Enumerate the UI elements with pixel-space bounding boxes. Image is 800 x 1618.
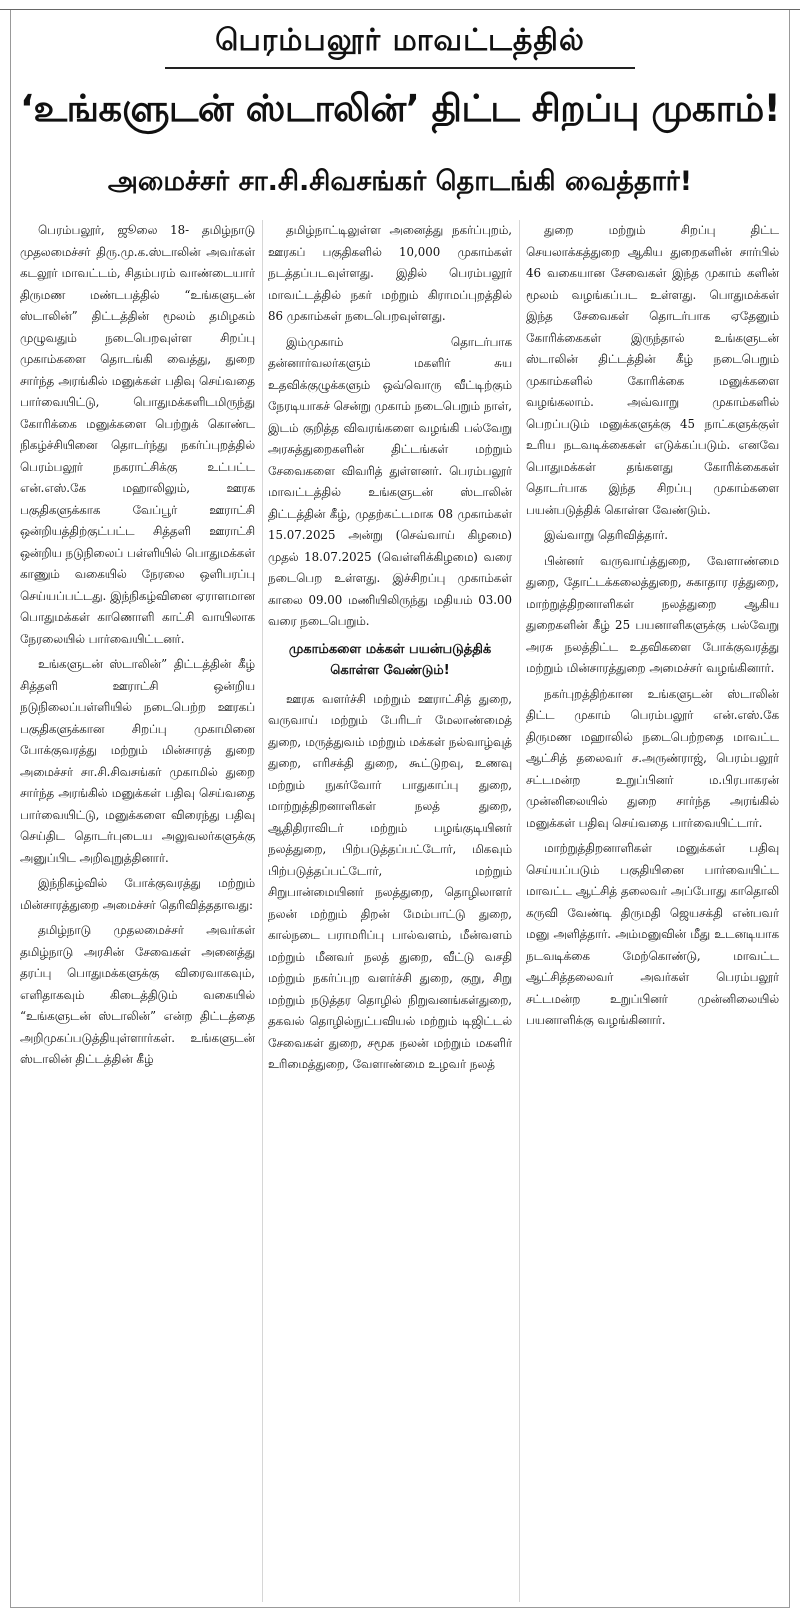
paragraph: மாற்றுத்திறனாளிகள் மனுக்கள் பதிவு செய்யப்படும் பகுதியினை பார்வையிட்ட மாவட்ட ஆட்சித் தலைவர் அப்போது காதொலி கருவி வேண்டி திருமதி ஜெயசக்தி என்பவர் மனு அளித்தார். அம்மனுவின் மீது உடனடியாக நடவடிக்கை மேற்கொண்டு, மாவட்ட ஆட்சித்தலைவர் அவர்கள் பெரம்பலூர் சட்டமன்ற உறுப்பினர் முன்னிலையில் பயனாளிக்கு வழங்கினார். (526, 841, 779, 1027)
paragraph: தமிழ்நாடு முதலமைச்சர் அவர்கள் தமிழ்நாடு அரசின் சேவைகள் அனைத்து தரப்பு பொதுமக்களுக்கு விரைவாகவும், எளிதாகவும் கிடைத்திடும் வகையில் “உங்களுடன் ஸ்டாலின்” என்ற திட்டத்தை அறிமுகப்படுத்தியுள்ளார்கள். உங்களுடன் ஸ்டாலின் திட்டத்தின் கீழ் (20, 923, 255, 1066)
kicker-divider (165, 67, 635, 69)
column-divider-1 (262, 220, 263, 1602)
paragraph: பெரம்பலூர், ஜூலை 18- தமிழ்நாடு முதலமைச்சர் திரு.மு.க.ஸ்டாலின் அவர்கள் கடலூர் மாவட்டம், சிதம்பரம் வாண்டையார் திருமண மண்டபத்தில் “உங்களுடன் ஸ்டாலின்” திட்டத்தின் மூலம் தமிழகம் முழுவதும் நடைபெறவுள்ள சிறப்பு முகாம்களை தொடங்கி வைத்து, துறை சார்ந்த அரங்கில் மனுக்கள் பதிவு செய்வதை பார்வையிட்டு, பொதுமக்களிடமிருந்து கோரிக்கை மனுக்களை பெற்றுக் கொண்ட நிகழ்ச்சியினை தொடர்ந்து நகர்ப்புறத்தில் பெரம்பலூர் நகராட்சிக்கு உட்பட்ட என்.எஸ்.கே மஹாலிலும், ஊரக பகுதிகளுக்காக வேப்பூர் ஊராட்சி ஒன்றியத்திற்குட்பட்ட சித்தளி ஊராட்சி ஒன்றிய நடுநிலைப் பள்ளியில் பொதுமக்கள் காணும் வகையில் நேரலை ஒளிபரப்பு செய்யப்பட்டது. இந்நிகழ்வினை ஏராளமான பொதுமக்கள் காணொளி காட்சி வாயிலாக நேரலையில் பார்வையிட்டனர். (20, 223, 255, 646)
article-column-3 (526, 220, 779, 1600)
paragraph: துறை மற்றும் சிறப்பு திட்ட செயலாக்கத்துறை ஆகிய துறைகளின் சார்பில் 46 வகையான சேவைகள் இந்த முகாம் களின் மூலம் வழங்கப்பட உள்ளது. பொதுமக்கள் இந்த சேவைகள் தொடர்பாக ஏதேனும் கோரிக்கைகள் இருந்தால் உங்களுடன் ஸ்டாலின் திட்டத்தின் கீழ் நடைபெறும் முகாம்களில் கோரிக்கை மனுக்களை வழங்கலாம். அவ்வாறு முகாம்களில் பெறப்படும் மனுக்களுக்கு 45 நாட்களுக்குள் உரிய நடவடிக்கைகள் எடுக்கப்படும். எனவே பொதுமக்கள் தங்களது கோரிக்கைகள் தொடர்பாக இந்த சிறப்பு முகாம்களை பயன்படுத்திக் கொள்ள வேண்டும். (526, 223, 779, 517)
column-divider-2 (519, 220, 520, 1602)
subheadline: அமைச்சர் சா.சி.சிவசங்கர் தொடங்கி வைத்தார்! (107, 166, 693, 197)
section-heading: முகாம்களை மக்கள் பயன்படுத்திக் கொள்ள வேண்டும்! (288, 641, 492, 678)
article-column-2 (268, 220, 512, 1600)
paragraph: தமிழ்நாட்டிலுள்ள அனைத்து நகர்ப்புறம், ஊரகப் பகுதிகளில் 10,000 முகாம்கள் நடத்தப்படவுள்ளது. இதில் பெரம்பலூர் மாவட்டத்தில் நகர் மற்றும் கிராமப்புறத்தில் 86 முகாம்கள் நடைபெறவுள்ளது. (268, 223, 512, 323)
paragraph: இந்நிகழ்வில் போக்குவரத்து மற்றும் மின்சாரத்துறை அமைச்சர் தெரிவித்ததாவது: (20, 876, 255, 912)
main-headline: ‘உங்களுடன் ஸ்டாலின்’ திட்ட சிறப்பு முகாம்! (20, 87, 781, 130)
paragraph: இம்முகாம் தொடர்பாக தன்னார்வலர்களும் மகளிர் சுய உதவிக்குழுக்களும் ஒவ்வொரு வீட்டிற்கும் நேரடியாகச் சென்று முகாம் நடைபெறும் நாள், இடம் குறித்த விவரங்களை வழங்கி பல்வேறு அரசுத்துறைகளின் திட்டங்கள் மற்றும் சேவைகளை விவரித் துள்ளனர். பெரம்பலூர் மாவட்டத்தில் உங்களுடன் ஸ்டாலின் திட்டத்தின் கீழ், முதற்கட்டமாக 08 முகாம்கள் 15.07.2025 அன்று (செவ்வாய் கிழமை) முதல் 18.07.2025 (வெள்ளிக்கிழமை) வரை நடைபெற உள்ளது. இச்சிறப்பு முகாம்கள் காலை 09.00 மணியிலிருந்து மதியம் 03.00 வரை நடைபெறும். (268, 334, 512, 628)
paragraph: இவ்வாறு தெரிவித்தார். (544, 528, 669, 542)
article-column-1 (20, 220, 255, 1600)
kicker-heading: பெரம்பலூர் மாவட்டத்தில் (215, 23, 585, 58)
paragraph: நகர்புறத்திற்கான உங்களுடன் ஸ்டாலின் திட்ட முகாம் பெரம்பலூர் என்.எஸ்.கே திருமண மஹாலில் நடைபெற்றதை மாவட்ட ஆட்சித் தலைவர் ச.அருண்ராஜ், பெரம்பலூர் சட்டமன்ற உறுப்பினர் ம.பிரபாகரன் முன்னிலையில் துறை சார்ந்த அரங்கில் மனுக்கள் பதிவு செய்வதை பார்வையிட்டார். (526, 686, 779, 830)
top-clipped-strip (0, 0, 800, 10)
paragraph: பின்னர் வருவாய்த்துறை, வேளாண்மை துறை, தோட்டக்கலைத்துறை, சுகாதார ரத்துறை, மாற்றுத்திறனாளிகள் நலத்துறை ஆகிய துறைகளின் கீழ் 25 பயனாளிகளுக்கு பல்வேறு அரசு நலத்திட்ட உதவிகளை போக்குவரத்து மற்றும் மின்சாரத்துறை அமைச்சர் வழங்கினார். (526, 553, 779, 675)
paragraph: ஊரக வளர்ச்சி மற்றும் ஊராட்சித் துறை, வருவாய் மற்றும் பேரிடர் மேலாண்மைத் துறை, மருத்துவம் மற்றும் மக்கள் நல்வாழ்வுத் துறை, எரிசக்தி துறை, கூட்டுறவு, உணவு மற்றும் நுகர்வோர் பாதுகாப்பு துறை, மாற்றுத்திறனாளிகள் நலத் துறை, ஆதிதிராவிடர் மற்றும் பழங்குடியினர் நலத்துறை, பிற்படுத்தப்பட்டோர், மிகவும் பிற்படுத்தப்பட்டோர், மற்றும் சிறுபான்மையினர் நலத்துறை, தொழிலாளர் நலன் மற்றும் திறன் மேம்பாட்டு துறை, கால்நடை பராமரிப்பு பால்வளம், மீன்வளம் மற்றும் மீனவர் நலத் துறை, வீட்டு வசதி மற்றும் நகர்ப்புற வளர்ச்சி துறை, குறு, சிறு மற்றும் நடுத்தர தொழில் நிறுவனங்கள்துறை, தகவல் தொழில்நுட்பவியல் மற்றும் டிஜிட்டல் சேவைகள் துறை, சமூக நலன் மற்றும் மகளிர் உரிமைத்துறை, வேளாண்மை உழவர் நலத் (268, 691, 512, 1071)
paragraph: உங்களுடன் ஸ்டாலின்” திட்டத்தின் கீழ் சித்தளி ஊராட்சி ஒன்றிய நடுநிலைப்பள்ளியில் நடைபெற்ற ஊரகப் பகுதிகளுக்கான சிறப்பு முகாமினை போக்குவரத்து மற்றும் மின்சாரத் துறை அமைச்சர் சா.சி.சிவசங்கர் முகாமில் துறை சார்ந்த அரங்கில் மனுக்கள் பதிவு செய்வதை பார்வையிட்டு, மனுக்களை விரைந்து பதிவு செய்திட தொடர்புடைய அலுவலர்களுக்கு அனுப்பிட அறிவுறுத்தினார். (20, 657, 255, 865)
